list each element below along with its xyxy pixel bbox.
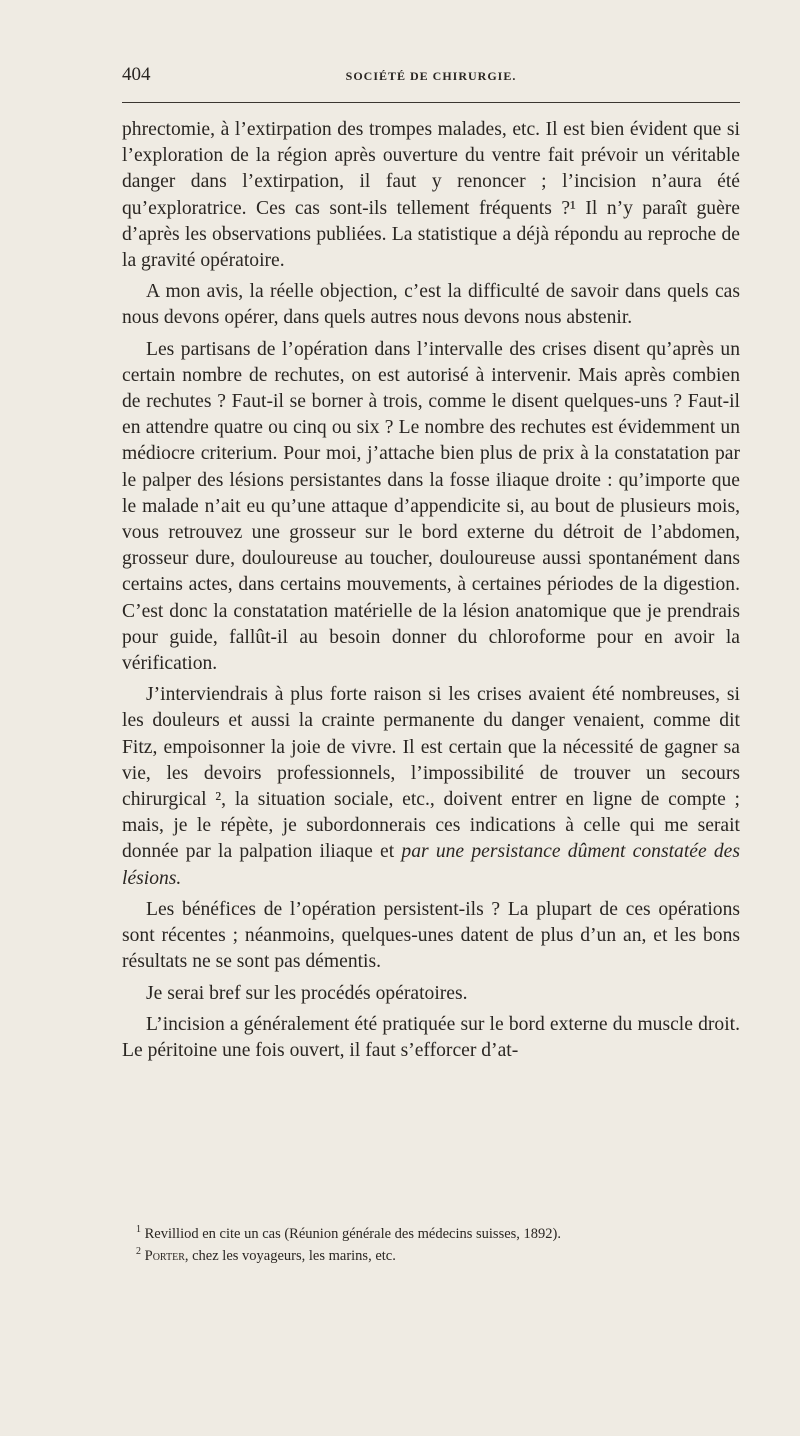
paragraph: phrectomie, à l’extirpation des trompes malades, etc. Il est bien évident que si l’exploration de la région après ouverture du ventre fait prévoir un véritable danger dans l’extirpation, il faut y renoncer ; l’incision n’aura été qu’exploratrice. Ces cas sont-ils tellement fréquents ?¹ Il n’y paraît guère d’après les observations publiées. La statistique a déjà répondu au reproche de la gravité opératoire.: [122, 119, 740, 272]
footnote-text: Revilliod en cite un cas (Réunion générale des médecins suisses, 1892).: [144, 1226, 561, 1242]
italic-emphasis: par une persistance dûment constatée des lésions.: [122, 841, 740, 889]
footnote: [122, 1223, 740, 1245]
footnote: [122, 1245, 740, 1267]
footnotes: [122, 1223, 740, 1267]
header-divider: [122, 102, 740, 103]
main-text: [122, 117, 740, 1069]
footnote-mark: 1: [136, 1224, 141, 1236]
footnote-author: Porter: [144, 1248, 185, 1264]
page-header: [122, 64, 740, 90]
paragraph: L’incision a généralement été pratiquée sur le bord externe du muscle droit. Le péritoine une fois ouvert, il faut s’efforcer d’at-: [122, 1013, 740, 1061]
paragraph: A mon avis, la réelle objection, c’est la difficulté de savoir dans quels cas nous devons opérer, dans quels autres nous devons nous abstenir.: [122, 281, 740, 329]
paragraph: Les bénéfices de l’opération persistent-ils ? La plupart de ces opérations sont récentes ; néanmoins, quelques-unes datent de plus d’un an, et les bons résultats ne se sont pas démentis.: [122, 898, 740, 973]
paragraph: Les partisans de l’opération dans l’intervalle des crises disent qu’après un certain nombre de rechutes, on est autorisé à intervenir. Mais après combien de rechutes ? Faut-il se borner à trois, comme le disent quelques-uns ? Faut-il en attendre quatre ou cinq ou six ? Le nombre des rechutes est évidemment un médiocre criterium. Pour moi, j’attache bien plus de prix à la constatation par le palper des lésions persistantes dans la fosse iliaque droite : qu’importe que le malade n’ait eu qu’une attaque d’appendicite si, au bout de plusieurs mois, vous retrouvez une grosseur sur le bord externe du détroit de l’abdomen, grosseur dure, douloureuse au toucher, douloureuse aussi spontanément dans certains actes, dans certains mouvements, à certaines périodes de la digestion. C’est donc la constatation matérielle de la lésion anatomique que je prendrais pour guide, fallût-il au besoin donner du chloroforme pour en avoir la vérification.: [122, 338, 740, 675]
footnote-text: , chez les voyageurs, les marins, etc.: [184, 1248, 396, 1264]
running-head: SOCIÉTÉ DE CHIRURGIE.: [345, 69, 517, 83]
paragraph: Je serai bref sur les procédés opératoires.: [146, 982, 468, 1004]
paragraph: [122, 682, 740, 892]
footnote-mark: 2: [136, 1246, 141, 1258]
paragraph-text: J’interviendrais à plus forte raison si les crises avaient été nombreuses, si les douleurs et aussi la crainte permanente du danger venaient, comme dit Fitz, empoisonner la joie de vivre. Il est certain que la nécessité de gagner sa vie, les devoirs professionnels, l’impossibilité de trouver un secours chirurgical ², la situation sociale, etc., doivent entrer en ligne de compte ; mais, je le répète, je subordonnerais ces indications à celle qui me serait donnée par la palpation iliaque et: [122, 684, 740, 863]
page-number: 404: [122, 64, 151, 85]
